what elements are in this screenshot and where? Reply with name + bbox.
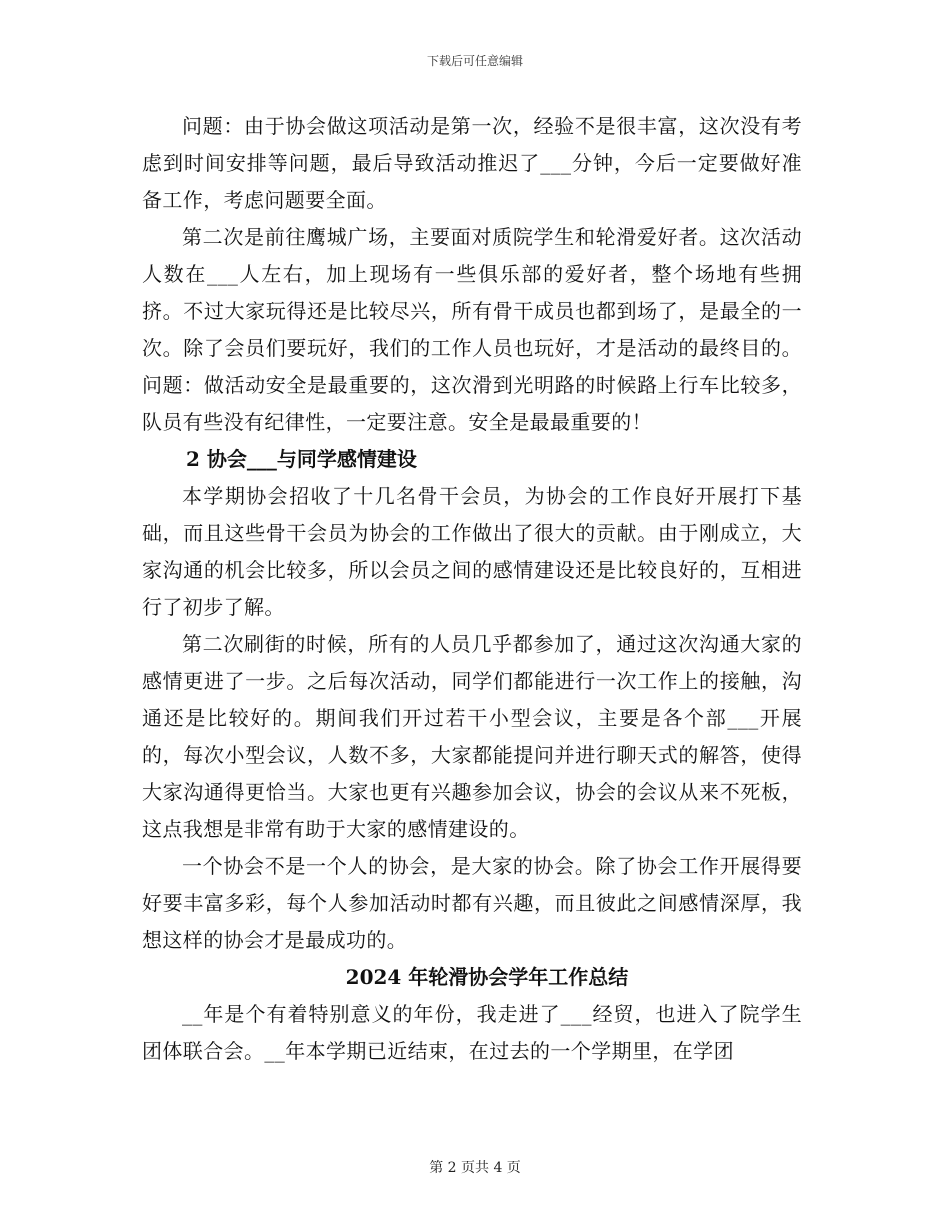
paragraph-second-event: 第二次是前往鹰城广场，主要面对质院学生和轮滑爱好者。这次活动人数在___人左右，加上现场有一些俱乐部的爱好者，整个场地有些拥挤。不过大家玩得还是比较尽兴，所有骨干成员也都到场了，是最全的一次。除了会员们要玩好，我们的工作人员也玩好，才是活动的最终目的。问题：做活动安全是最重要的，这次滑到光明路的时候路上行车比较多，队员有些没有纪律性，一定要注意。安全是最最重要的！ bbox=[142, 225, 802, 434]
paragraph-recruitment: 本学期协会招收了十几名骨干会员，为协会的工作良好开展打下基础，而且这些骨干会员为协会的工作做出了很大的贡献。由于刚成立，大家沟通的机会比较多，所以会员之间的感情建设还是比较良好的，互相进行了初步了解。 bbox=[142, 484, 802, 619]
document-body bbox=[142, 108, 802, 1070]
section-heading: 2 协会___与同学感情建设 bbox=[186, 447, 417, 471]
paragraph-association: 一个协会不是一个人的协会，是大家的协会。除了协会工作开展得要好要丰富多彩，每个人参加活动时都有兴趣，而且彼此之间感情深厚，我想这样的协会才是最成功的。 bbox=[142, 854, 802, 952]
paragraph-problem: 问题：由于协会做这项活动是第一次，经验不是很丰富，这次没有考虑到时间安排等问题，最后导致活动推迟了___分钟，今后一定要做好准备工作，考虑问题要全面。 bbox=[142, 114, 802, 212]
page-header: 下载后可任意编辑 bbox=[426, 54, 523, 68]
page-footer: 第 2 页共 4 页 bbox=[429, 1160, 521, 1176]
document-title: 2024 年轮滑协会学年工作总结 bbox=[345, 965, 629, 989]
paragraph-communication: 第二次刷街的时候，所有的人员几乎都参加了，通过这次沟通大家的感情更进了一步。之后每次活动，同学们都能进行一次工作上的接触，沟通还是比较好的。期间我们开过若干小型会议，主要是各个部___开展的，每次小型会议，人数不多，大家都能提问并进行聊天式的解答，使得大家沟通得更恰当。大家也更有兴趣参加会议，协会的会议从来不死板，这点我想是非常有助于大家的感情建设的。 bbox=[142, 632, 802, 841]
paragraph-intro: __年是个有着特别意义的年份，我走进了___经贸，也进入了院学生团体联合会。__年本学期已近结束，在过去的一个学期里，在学团 bbox=[142, 1002, 802, 1063]
